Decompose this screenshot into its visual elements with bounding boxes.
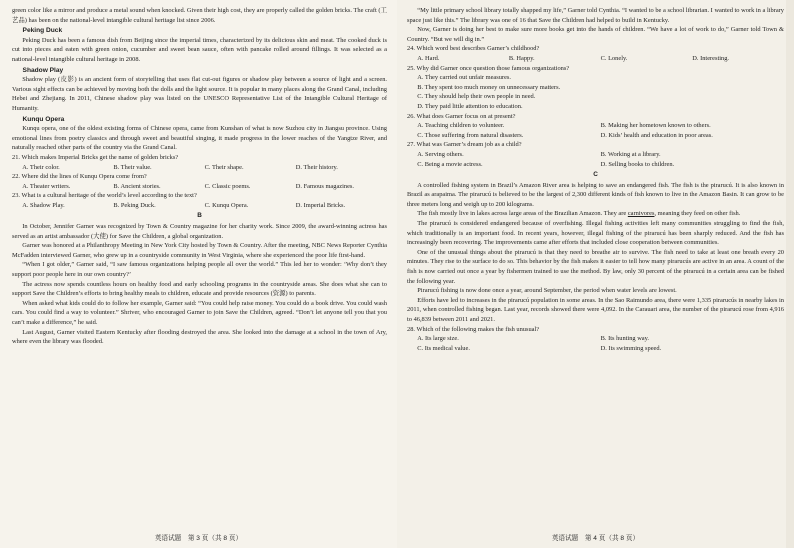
- q22-option-c: C. Classic poems.: [204, 182, 251, 190]
- question-27: 27. What was Garner’s dream job as a child?: [407, 141, 522, 149]
- q21-option-a: A. Their color.: [22, 163, 60, 171]
- q26-option-d: D. Kids’ health and education in poor areas.: [600, 131, 713, 139]
- c-paragraph-2: [407, 209, 784, 219]
- peking-heading: Peking Duck: [22, 27, 63, 35]
- question-26-options-row2: [407, 131, 784, 141]
- intro-fragment: green color like a mirror and produce a metal sound when knocked. Given their high cost, they are properly called the golden bricks. The craft (工艺品) has been on the national-level intangible cultural heritage list since 2006.: [12, 7, 387, 24]
- c-paragraph-5: Pirarucú fishing is now done once a year, around September, the period when water levels are lowest.: [417, 287, 677, 295]
- question-23: 23. What is a cultural heritage of the world’s level according to the text?: [12, 192, 197, 200]
- shadow-text: Shadow play (皮影) is an ancient form of storytelling that uses flat cut-out figures or shadow play between a source of light and a screen. Various sight effects can be achieved by moving both the dolls and the light source. It is popular in many places along the Grand Canal, including Hebei and Zhejiang. In 2011, Chinese shadow play was listed on the UNESCO Representative List of the Intangible Cultural Heritage of Humanity.: [12, 76, 387, 112]
- question-22: 22. Where did the lines of Kunqu Opera come from?: [12, 173, 147, 181]
- question-22-options: [12, 182, 387, 192]
- q26-option-b: B. Making her hometown known to others.: [600, 122, 711, 130]
- page-footer-right: 英语试题 第 4 页（共 8 页）: [551, 535, 640, 542]
- q28-option-d: D. Its swimming speed.: [600, 344, 662, 352]
- q21-option-c: C. Their shape.: [204, 163, 244, 171]
- question-28: 28. Which of the following makes the fish unusual?: [407, 325, 540, 333]
- kunqu-text: Kunqu opera, one of the oldest existing forms of Chinese opera, came from Kunshan of what is now Suzhou city in Jiangsu province. Using emotional lines from poetry classics and through sweet and beautiful singing, it made progress in the lower reaches of the Yangtze River, and naturally reached other parts of the country via the Grand Canal.: [12, 125, 387, 152]
- c-paragraph-2-start: The fish mostly live in lakes across large areas of the Brazilian Amazon. They are: [417, 210, 628, 218]
- page-footer-left: 英语试题 第 3 页（共 8 页）: [154, 535, 243, 542]
- carnivores-underlined-word: carnivores: [627, 210, 655, 218]
- q23-option-c: C. Kunqu Opera.: [204, 201, 249, 209]
- shadow-heading: Shadow Play: [22, 66, 64, 74]
- page-right: [397, 0, 794, 548]
- q24-option-b: B. Happy.: [508, 54, 535, 62]
- q23-option-d: D. Imperial Bricks.: [295, 201, 346, 209]
- q21-option-d: D. Their history.: [295, 163, 338, 171]
- q25-option-a: A. They carried out unfair measures.: [417, 74, 511, 82]
- q28-option-c: C. Its medical value.: [417, 344, 470, 352]
- question-24: 24. Which word best describes Garner’s childhood?: [407, 45, 540, 53]
- question-21: 21. Which makes Imperial Bricks get the name of golden bricks?: [12, 153, 179, 161]
- question-28-options-row1: [407, 334, 784, 344]
- c-paragraph-4: One of the unusual things about the pirarucú is that they need to breathe air to survive. The fish need to take at least one breath every 20 minutes. They rise to the surface to do so. This behavior by the fish makes it easier to tell how many pirarucús are active in an area. A count of the fish is now carried out once a year by fishermen trained to use the method. By law, only 30 percent of the pirarucú in a certain area can be fished the following year.: [407, 248, 784, 285]
- kunqu-heading: Kunqu Opera: [22, 115, 65, 123]
- q23-option-b: B. Peking Duck.: [113, 201, 156, 209]
- question-25: 25. Why did Garner once question those famous organizations?: [407, 64, 570, 72]
- q22-option-b: B. Ancient stories.: [113, 182, 161, 190]
- peking-text: Peking Duck has been a famous dish from Beijing since the imperial times, characterized by its delicious skin and meat. The cooked duck is cut into pieces and eaten with green onion, cucumber and sweet bean sauce, often with pancake rolled around fillings. It was selected as a national-level intangible cultural heritage in 2008.: [12, 36, 387, 63]
- q27-option-d: D. Selling books to children.: [600, 160, 675, 168]
- question-24-options: [407, 54, 784, 64]
- q25-option-b: B. They spent too much money on unnecessary matters.: [417, 83, 561, 91]
- c-paragraph-1: A controlled fishing system in Brazil’s Amazon River area is helping to save an endangered fish. The fish is the pirarucú. It is also known in Brazil as arapaima. The pirarucú is believed to be the largest of 2,300 different kinds of fish known to live in the Amazon Basin. It can grow to be three meters long and weigh up to 200 kilograms.: [407, 181, 784, 208]
- q27-option-a: A. Serving others.: [417, 150, 464, 158]
- question-26: 26. What does Garner focus on at present?: [407, 112, 516, 120]
- q23-option-a: A. Shadow Play.: [22, 201, 65, 209]
- left-column: [0, 6, 397, 347]
- section-c-heading: C: [593, 171, 598, 179]
- section-b-heading: B: [197, 212, 202, 220]
- r-paragraph-1: “My little primary school library totally shapped my life,” Garner told Cynthia. “I wanted to be a school librarian. I wanted to work in a library space just like this.” The library was one of 16 that Save the Children had helped to build in Kentucky.: [407, 7, 784, 24]
- page-edge: [786, 0, 794, 548]
- b-paragraph-5: When asked what kids could do to follow her example, Garner said: “You could help raise money. You could do a book drive. You could wash cars. You could find a way to volunteer.” Shriver, who encouraged Garner to join Save the Children, agreed. “Don’t let anyone tell you that you can’t make a difference,” he said.: [12, 299, 387, 326]
- q22-option-d: D. Famous magazines.: [295, 182, 355, 190]
- c-paragraph-2-end: , meaning they feed on other fish.: [654, 210, 741, 218]
- q25-option-c: C. They should help their own people in need.: [417, 93, 536, 101]
- q27-option-b: B. Working at a library.: [600, 150, 661, 158]
- question-21-options: [12, 163, 387, 173]
- q24-option-d: D. Interesting.: [692, 54, 730, 62]
- c-paragraph-3: The pirarucú is considered endangered because of overfishing. Illegal fishing activities left many communities struggling to find the fish, which traditionally is an important food. In recent years, however, illegal fishing of the pirarucú has been sharply reduced. And the fish has increasingly been recovering. The improvements came after efforts that included close cooperation between communities.: [407, 220, 784, 247]
- q24-option-a: A. Hard.: [417, 54, 440, 62]
- c-paragraph-6: Efforts have led to increases in the pirarucú population in some areas. In the Sao Raimundo area, there were 1,335 pirarucús in nearby lakes in 2011, when controlled fishing began. Last year, records showed there were 4,092. In the Carauari area, the number of the pirarucú rose from 4,916 to 46,839 between 2011 and 2021.: [407, 296, 784, 323]
- q26-option-c: C. Those suffering from natural disasters.: [417, 131, 524, 139]
- q26-option-a: A. Teaching children to volunteer.: [417, 122, 505, 130]
- q28-option-a: A. Its large size.: [417, 335, 459, 343]
- q21-option-b: B. Their value.: [113, 163, 152, 171]
- question-23-options: [12, 201, 387, 211]
- q25-option-d: D. They paid little attention to education.: [417, 102, 523, 110]
- b-paragraph-2: Garner was honored at a Philanthropy Meeting in New York City hosted by Town & Country. After the meeting, NBC News Reporter Cynthia McFadden interviewed Garner, who grew up in a countryside community in West Virginia, where she experienced the poor life first-hand.: [12, 242, 387, 259]
- q22-option-a: A. Theater writers.: [22, 182, 71, 190]
- question-26-options-row1: [407, 121, 784, 131]
- r-paragraph-2: Now, Garner is doing her best to make sure more books get into the hands of children. “We have a lot of work to do,” Garner told Town & Country. “But we will dig in.”: [407, 26, 784, 43]
- b-paragraph-4: The actress now spends countless hours on healthy food and early schooling programs in the countryside areas. She does what she can to support Save the Children’s efforts to bring healthy meals to children, educate and provide resources (资源) to parents.: [12, 280, 387, 298]
- q24-option-c: C. Lonely.: [600, 54, 628, 62]
- b-paragraph-1: In October, Jennifer Garner was recognized by Town & Country magazine for her charity work. Since 2009, the award-winning actress has served as an artist ambassador (大使) for Save the Children, a global organization.: [12, 223, 387, 240]
- b-paragraph-3: “When I got older,” Garner said, “I saw famous organizations helping people all over the world.” This led her to wonder: ‘Why don’t they support poor people here in our own country?’: [12, 261, 387, 279]
- b-paragraph-6: Last August, Garner visited Eastern Kentucky after flooding destroyed the area. She looked into the damage at a school in the town of Ary, where even the library was flooded.: [12, 328, 387, 346]
- q28-option-b: B. Its hunting way.: [600, 335, 650, 343]
- question-27-options-row2: [407, 160, 784, 170]
- q27-option-c: C. Being a movie actress.: [417, 160, 483, 168]
- question-28-options-row2: [407, 344, 784, 354]
- right-column: [397, 6, 794, 353]
- question-27-options-row1: [407, 150, 784, 160]
